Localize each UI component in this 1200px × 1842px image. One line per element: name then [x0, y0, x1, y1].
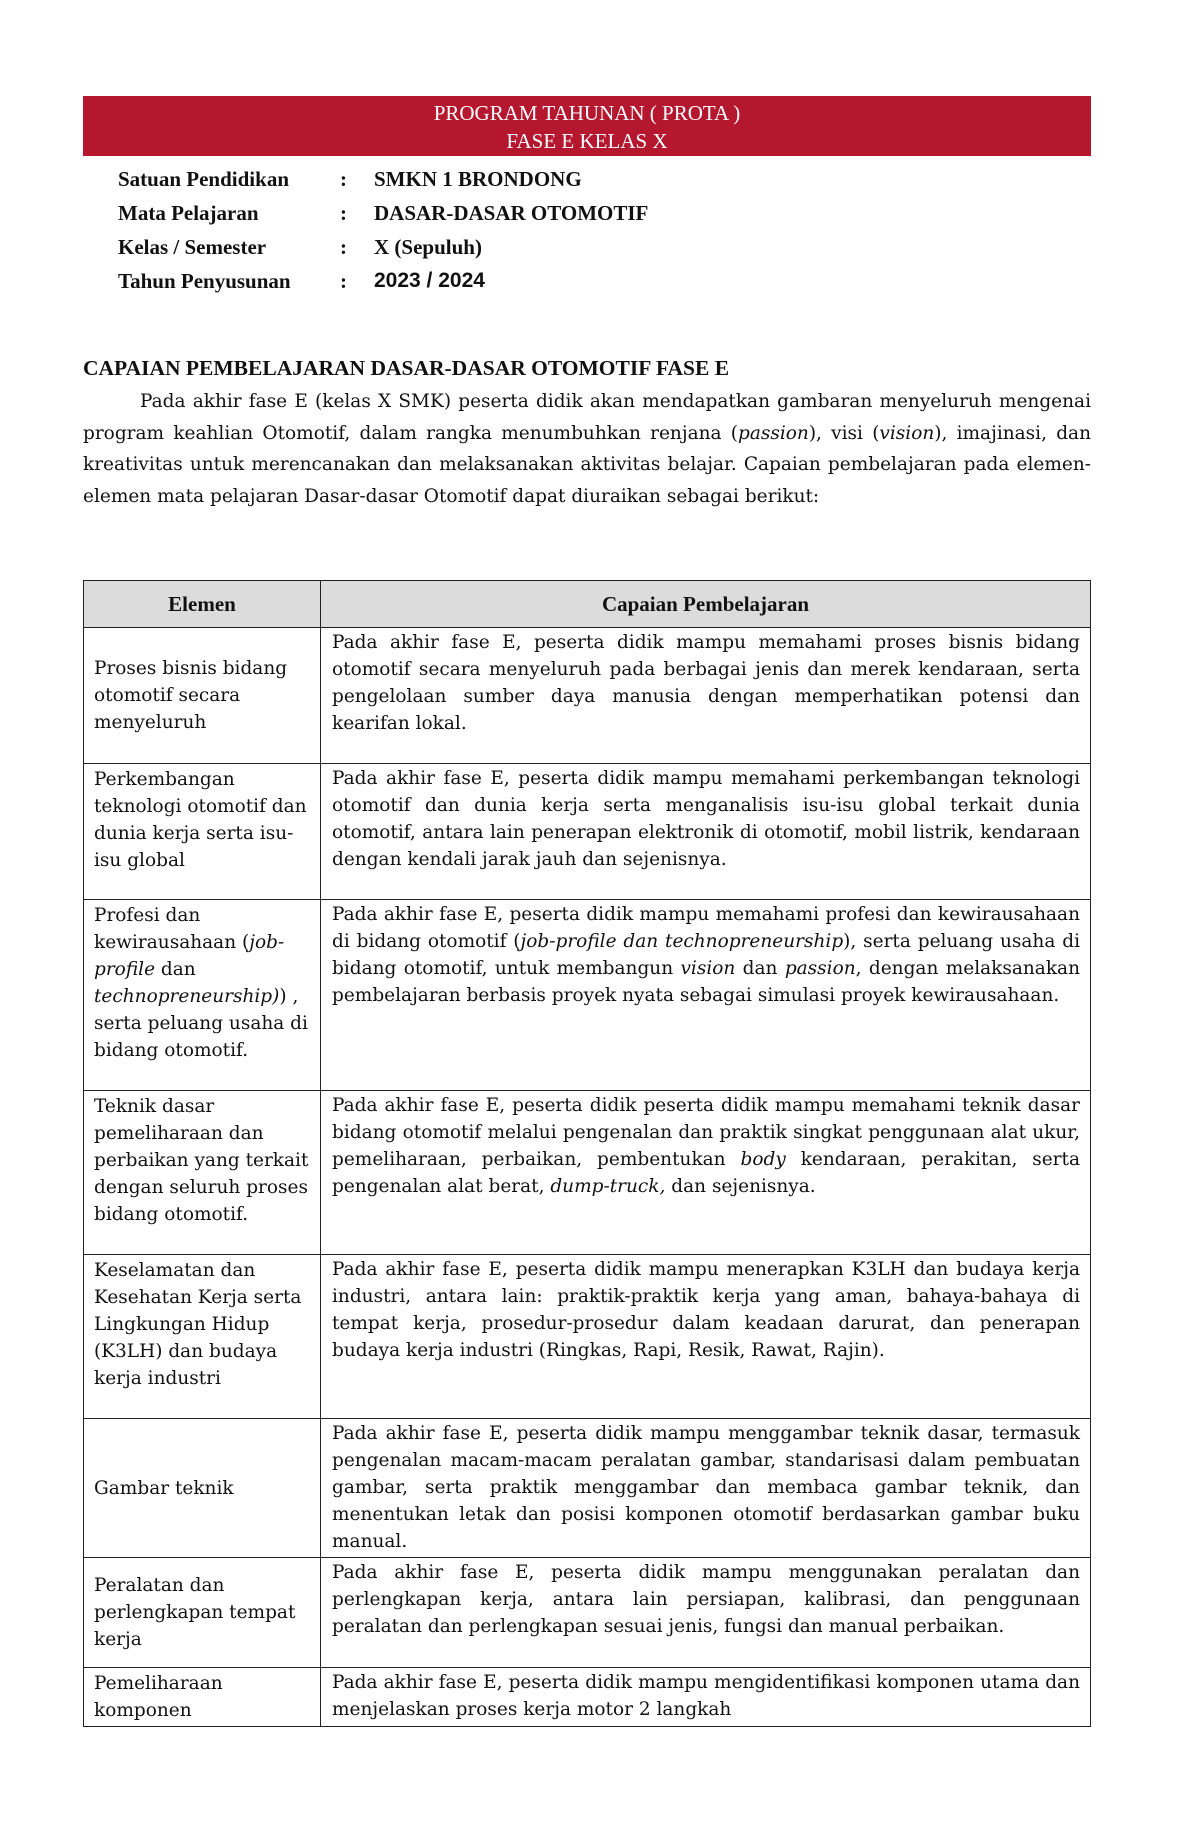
info-value-subject: DASAR-DASAR OTOMOTIF: [374, 200, 649, 225]
outcome-italic: dump-truck,: [550, 1176, 666, 1197]
element-cell: Peralatan dan perlengkapan tempat kerja: [84, 1558, 321, 1668]
outcome-cell: [321, 900, 1091, 1091]
outcome-text: dan: [735, 958, 785, 979]
table-row: [84, 1419, 1091, 1558]
info-value-school: SMKN 1 BRONDONG: [374, 166, 582, 191]
section-heading: CAPAIAN PEMBELAJARAN DASAR-DASAR OTOMOTIF FASE E: [83, 356, 730, 380]
outcome-cell: Pada akhir fase E, peserta didik mampu memahami perkembangan teknologi otomotif dan dunia kerja serta menganalisis isu-isu global terkait dunia otomotif, antara lain penerapan elektronik di otomotif, mobil listrik, kendaraan dengan kendali jarak jauh dan sejenisnya.: [321, 764, 1091, 900]
outcome-text: Pada akhir fase E, peserta didik mampu memahami profesi dan kewirausahaan di bidang otomotif (: [332, 904, 1080, 952]
outcome-text: , dengan melaksanakan pembelajaran berbasis proyek nyata sebagai simulasi proyek kewirausahaan.: [332, 958, 1080, 1006]
info-colon: :: [340, 166, 347, 191]
outcome-cell: [321, 1091, 1091, 1255]
table-row: [84, 1558, 1091, 1668]
table-header-row: [84, 581, 1091, 628]
document-title: PROGRAM TAHUNAN ( PROTA ): [433, 101, 741, 125]
table-row: [84, 900, 1091, 1091]
outcome-italic: passion: [784, 958, 856, 979]
intro-vision: vision: [879, 422, 935, 444]
info-colon: :: [340, 268, 347, 293]
info-colon: :: [340, 200, 347, 225]
table-row: [84, 1668, 1091, 1727]
element-cell: Perkembangan teknologi otomotif dan dunia kerja serta isu- isu global: [84, 764, 321, 900]
info-value-year: 2023 / 2024: [374, 269, 485, 292]
title-banner: [83, 96, 1091, 156]
info-label: Kelas / Semester: [118, 234, 267, 259]
intro-passion: passion: [738, 422, 809, 444]
outcome-text: Pada akhir fase E, peserta didik peserta didik mampu memahami teknik dasar bidang otomotif melalui pengenalan dan praktik singkat penggunaan alat ukur, pemeliharaan, perbaikan, pembentukan: [332, 1095, 1080, 1170]
element-text: dan: [155, 959, 196, 980]
table-row: [84, 628, 1091, 764]
outcome-italic: body: [740, 1149, 786, 1170]
identity-block: [118, 162, 648, 298]
outcome-cell: Pada akhir fase E, peserta didik mampu menerapkan K3LH dan budaya kerja industri, antara lain: praktik-praktik kerja yang aman, bahaya-bahaya di tempat kerja, prosedur-prosedur dalam keadaan darurat, dan penerapan budaya kerja industri (Ringkas, Rapi, Resik, Rawat, Rajin).: [321, 1255, 1091, 1419]
outcome-cell: Pada akhir fase E, peserta didik mampu menggunakan peralatan dan perlengkapan kerja, antara lain persiapan, kalibrasi, dan penggunaan peralatan dan perlengkapan sesuai jenis, fungsi dan manual perbaikan.: [321, 1558, 1091, 1668]
element-text: Profesi dan kewirausahaan (: [94, 905, 250, 953]
outcome-cell: Pada akhir fase E, peserta didik mampu memahami proses bisnis bidang otomotif secara menyeluruh pada berbagai jenis dan merek kendaraan, serta pengelolaan sumber daya manusia dengan memperhatikan potensi dan kearifan lokal.: [321, 628, 1091, 764]
document-subtitle: FASE E KELAS X: [506, 129, 668, 153]
column-header-element: Elemen: [84, 581, 321, 628]
intro-text: Pada akhir fase E (kelas X SMK) peserta didik akan mendapatkan gambaran menyeluruh mengenai program keahlian Otomotif, dalam rangka menumbuhkan renjana (: [83, 391, 1091, 444]
outcome-text: ), serta peluang usaha di bidang otomotif, untuk membangun: [332, 931, 1080, 979]
info-row-year: [118, 264, 648, 298]
element-text: ) , serta peluang usaha di bidang otomotif.: [94, 986, 308, 1061]
info-label: Mata Pelajaran: [118, 200, 259, 225]
info-row-subject: [118, 196, 648, 230]
element-cell: Keselamatan dan Kesehatan Kerja serta Lingkungan Hidup (K3LH) dan budaya kerja industri: [84, 1255, 321, 1419]
outcome-italic: job-profile dan technopreneurship: [520, 931, 844, 952]
column-header-outcome: Capaian Pembelajaran: [321, 581, 1091, 628]
element-cell: Proses bisnis bidang otomotif secara menyeluruh: [84, 628, 321, 764]
table-row: [84, 1091, 1091, 1255]
element-cell: Gambar teknik: [84, 1419, 321, 1558]
outcome-italic: vision: [680, 958, 736, 979]
outcome-cell: Pada akhir fase E, peserta didik mampu mengidentifikasi komponen utama dan menjelaskan proses kerja motor 2 langkah: [321, 1668, 1091, 1727]
learning-outcomes-table: [83, 580, 1091, 1727]
intro-text: ), imajinasi, dan kreativitas untuk merencanakan dan melaksanakan aktivitas belajar. Capaian pembelajaran pada elemen-elemen mata pelajaran Dasar-dasar Otomotif dapat diuraikan sebagai berikut:: [83, 422, 1091, 507]
intro-paragraph: [83, 386, 1091, 512]
intro-text: ), visi (: [808, 422, 880, 444]
outcome-text: kendaraan, perakitan, serta pengenalan alat berat,: [332, 1149, 1080, 1197]
table-row: [84, 1255, 1091, 1419]
element-cell: Pemeliharaan komponen: [84, 1668, 321, 1727]
outcome-cell: Pada akhir fase E, peserta didik mampu menggambar teknik dasar, termasuk pengenalan macam-macam peralatan gambar, standarisasi dalam pembuatan gambar, serta praktik menggambar dan membaca gambar teknik, dan menentukan letak dan posisi komponen otomotif berdasarkan gambar buku manual.: [321, 1419, 1091, 1558]
outcome-text: dan sejenisnya.: [665, 1176, 816, 1197]
info-row-school: [118, 162, 648, 196]
info-value-class: X (Sepuluh): [374, 234, 482, 259]
info-label: Satuan Pendidikan: [118, 166, 289, 191]
element-italic: technopreneurship): [94, 986, 280, 1007]
info-row-class: [118, 230, 648, 264]
table-row: [84, 764, 1091, 900]
element-cell: [84, 900, 321, 1091]
info-colon: :: [340, 234, 347, 259]
element-cell: Teknik dasar pemeliharaan dan perbaikan yang terkait dengan seluruh proses bidang otomotif.: [84, 1091, 321, 1255]
info-label: Tahun Penyusunan: [118, 268, 291, 293]
element-italic: job- profile: [94, 932, 285, 980]
